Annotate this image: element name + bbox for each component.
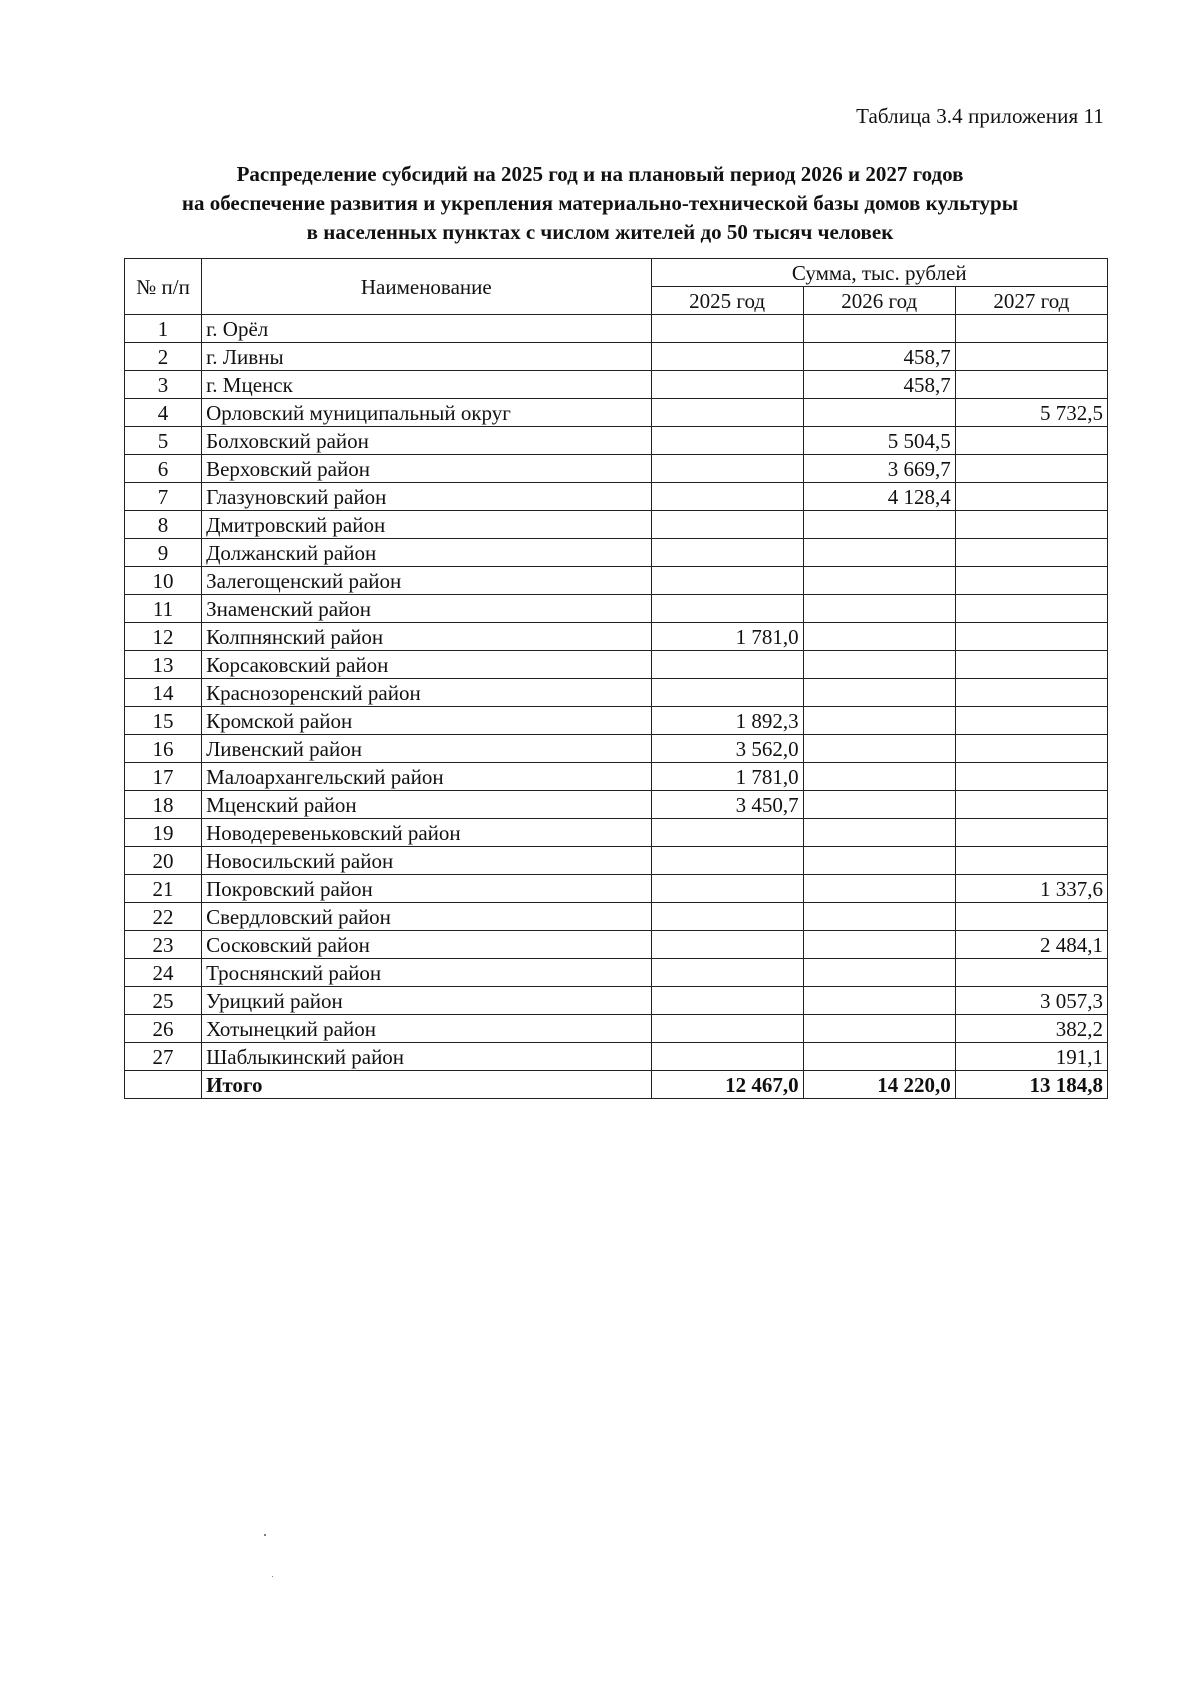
table-row bbox=[125, 819, 1108, 847]
row-name: Сосковский район bbox=[202, 931, 651, 959]
table-row bbox=[125, 455, 1108, 483]
table-row bbox=[125, 959, 1108, 987]
value-2026 bbox=[803, 315, 955, 343]
value-2025: 3 450,7 bbox=[651, 791, 803, 819]
table-row bbox=[125, 651, 1108, 679]
value-2025 bbox=[651, 847, 803, 875]
value-2026 bbox=[803, 791, 955, 819]
value-2025 bbox=[651, 987, 803, 1015]
row-number: 26 bbox=[125, 1015, 202, 1043]
value-2025 bbox=[651, 539, 803, 567]
value-2025 bbox=[651, 959, 803, 987]
table-row bbox=[125, 1015, 1108, 1043]
table-row bbox=[125, 903, 1108, 931]
row-number: 12 bbox=[125, 623, 202, 651]
value-2026 bbox=[803, 903, 955, 931]
row-number: 14 bbox=[125, 679, 202, 707]
table-row bbox=[125, 847, 1108, 875]
row-number: 7 bbox=[125, 483, 202, 511]
row-number: 21 bbox=[125, 875, 202, 903]
value-2026 bbox=[803, 847, 955, 875]
value-2027 bbox=[955, 511, 1107, 539]
value-2026 bbox=[803, 707, 955, 735]
value-2025 bbox=[651, 1015, 803, 1043]
table-row bbox=[125, 623, 1108, 651]
value-2026 bbox=[803, 679, 955, 707]
value-2027 bbox=[955, 595, 1107, 623]
title-line-1: Распределение субсидий на 2025 год и на плановый период 2026 и 2027 годов bbox=[236, 162, 964, 186]
value-2025 bbox=[651, 455, 803, 483]
table-row bbox=[125, 1043, 1108, 1071]
value-2026 bbox=[803, 875, 955, 903]
table-row bbox=[125, 399, 1108, 427]
value-2026: 5 504,5 bbox=[803, 427, 955, 455]
table-row bbox=[125, 483, 1108, 511]
header-number: № п/п bbox=[125, 259, 202, 315]
value-2025 bbox=[651, 315, 803, 343]
total-label: Итого bbox=[202, 1071, 651, 1099]
row-name: Болховский район bbox=[202, 427, 651, 455]
row-number: 25 bbox=[125, 987, 202, 1015]
value-2026 bbox=[803, 399, 955, 427]
value-2025 bbox=[651, 875, 803, 903]
value-2027 bbox=[955, 623, 1107, 651]
value-2025 bbox=[651, 427, 803, 455]
table-row bbox=[125, 371, 1108, 399]
value-2025 bbox=[651, 511, 803, 539]
row-name: Новосильский район bbox=[202, 847, 651, 875]
row-name: Новодеревеньковский район bbox=[202, 819, 651, 847]
value-2025: 3 562,0 bbox=[651, 735, 803, 763]
total-empty-cell bbox=[125, 1071, 202, 1099]
table-row bbox=[125, 875, 1108, 903]
value-2027 bbox=[955, 903, 1107, 931]
value-2025 bbox=[651, 483, 803, 511]
scan-speck bbox=[272, 1576, 273, 1577]
value-2025 bbox=[651, 679, 803, 707]
value-2027 bbox=[955, 651, 1107, 679]
total-row bbox=[125, 1071, 1108, 1099]
value-2027 bbox=[955, 679, 1107, 707]
value-2026 bbox=[803, 539, 955, 567]
row-number: 27 bbox=[125, 1043, 202, 1071]
row-name: Мценский район bbox=[202, 791, 651, 819]
value-2026 bbox=[803, 595, 955, 623]
row-name: г. Орёл bbox=[202, 315, 651, 343]
header-sum: Сумма, тыс. рублей bbox=[651, 259, 1108, 287]
row-number: 18 bbox=[125, 791, 202, 819]
row-name: Дмитровский район bbox=[202, 511, 651, 539]
value-2027 bbox=[955, 959, 1107, 987]
value-2027 bbox=[955, 483, 1107, 511]
row-name: Орловский муниципальный округ bbox=[202, 399, 651, 427]
row-name: Хотынецкий район bbox=[202, 1015, 651, 1043]
header-year-2025: 2025 год bbox=[651, 287, 803, 315]
value-2027: 1 337,6 bbox=[955, 875, 1107, 903]
value-2025 bbox=[651, 931, 803, 959]
value-2025: 1 781,0 bbox=[651, 763, 803, 791]
value-2025: 1 781,0 bbox=[651, 623, 803, 651]
row-number: 23 bbox=[125, 931, 202, 959]
value-2027 bbox=[955, 763, 1107, 791]
row-name: г. Мценск bbox=[202, 371, 651, 399]
value-2026: 4 128,4 bbox=[803, 483, 955, 511]
row-number: 3 bbox=[125, 371, 202, 399]
value-2026 bbox=[803, 735, 955, 763]
total-2025: 12 467,0 bbox=[651, 1071, 803, 1099]
row-number: 5 bbox=[125, 427, 202, 455]
value-2025: 1 892,3 bbox=[651, 707, 803, 735]
value-2025 bbox=[651, 1043, 803, 1071]
value-2026 bbox=[803, 931, 955, 959]
row-name: Урицкий район bbox=[202, 987, 651, 1015]
value-2027: 2 484,1 bbox=[955, 931, 1107, 959]
table-row bbox=[125, 763, 1108, 791]
row-number: 1 bbox=[125, 315, 202, 343]
value-2026 bbox=[803, 1015, 955, 1043]
table-row bbox=[125, 931, 1108, 959]
table-body bbox=[125, 315, 1108, 1099]
table-row bbox=[125, 315, 1108, 343]
value-2027: 5 732,5 bbox=[955, 399, 1107, 427]
row-name: Знаменский район bbox=[202, 595, 651, 623]
row-name: Шаблыкинский район bbox=[202, 1043, 651, 1071]
value-2026 bbox=[803, 763, 955, 791]
row-number: 15 bbox=[125, 707, 202, 735]
row-name: Корсаковский район bbox=[202, 651, 651, 679]
row-name: Троснянский район bbox=[202, 959, 651, 987]
value-2026: 3 669,7 bbox=[803, 455, 955, 483]
value-2025 bbox=[651, 903, 803, 931]
header-name: Наименование bbox=[202, 259, 651, 315]
value-2026 bbox=[803, 819, 955, 847]
value-2025 bbox=[651, 819, 803, 847]
row-name: Свердловский район bbox=[202, 903, 651, 931]
value-2027 bbox=[955, 791, 1107, 819]
row-number: 16 bbox=[125, 735, 202, 763]
value-2025 bbox=[651, 651, 803, 679]
value-2027: 191,1 bbox=[955, 1043, 1107, 1071]
value-2027: 3 057,3 bbox=[955, 987, 1107, 1015]
table-row bbox=[125, 679, 1108, 707]
table-row bbox=[125, 427, 1108, 455]
value-2027 bbox=[955, 427, 1107, 455]
row-number: 2 bbox=[125, 343, 202, 371]
value-2027 bbox=[955, 847, 1107, 875]
value-2025 bbox=[651, 595, 803, 623]
table-row bbox=[125, 735, 1108, 763]
row-name: Малоархангельский район bbox=[202, 763, 651, 791]
row-name: Покровский район bbox=[202, 875, 651, 903]
row-name: Ливенский район bbox=[202, 735, 651, 763]
row-number: 20 bbox=[125, 847, 202, 875]
value-2026 bbox=[803, 959, 955, 987]
row-number: 8 bbox=[125, 511, 202, 539]
value-2027 bbox=[955, 455, 1107, 483]
value-2027 bbox=[955, 819, 1107, 847]
row-name: Залегощенский район bbox=[202, 567, 651, 595]
value-2026 bbox=[803, 1043, 955, 1071]
scan-speck bbox=[264, 1534, 266, 1536]
document-title bbox=[100, 160, 1100, 247]
table-row bbox=[125, 511, 1108, 539]
value-2026 bbox=[803, 651, 955, 679]
value-2027 bbox=[955, 371, 1107, 399]
value-2027 bbox=[955, 343, 1107, 371]
row-name: Глазуновский район bbox=[202, 483, 651, 511]
row-name: Кромской район bbox=[202, 707, 651, 735]
row-number: 17 bbox=[125, 763, 202, 791]
subsidy-table bbox=[124, 258, 1108, 1099]
row-number: 19 bbox=[125, 819, 202, 847]
value-2027 bbox=[955, 567, 1107, 595]
title-line-3: в населенных пунктах с числом жителей до 50 тысяч человек bbox=[306, 220, 894, 244]
value-2025 bbox=[651, 343, 803, 371]
table-row bbox=[125, 791, 1108, 819]
row-number: 22 bbox=[125, 903, 202, 931]
total-2027: 13 184,8 bbox=[955, 1071, 1107, 1099]
table-reference: Таблица 3.4 приложения 11 bbox=[856, 104, 1104, 128]
table-row bbox=[125, 987, 1108, 1015]
table-row bbox=[125, 567, 1108, 595]
row-number: 24 bbox=[125, 959, 202, 987]
row-number: 4 bbox=[125, 399, 202, 427]
value-2026: 458,7 bbox=[803, 343, 955, 371]
row-number: 10 bbox=[125, 567, 202, 595]
value-2025 bbox=[651, 399, 803, 427]
row-number: 11 bbox=[125, 595, 202, 623]
header-year-2027: 2027 год bbox=[955, 287, 1107, 315]
value-2027 bbox=[955, 315, 1107, 343]
value-2026 bbox=[803, 987, 955, 1015]
value-2026 bbox=[803, 511, 955, 539]
value-2026: 458,7 bbox=[803, 371, 955, 399]
value-2025 bbox=[651, 567, 803, 595]
table-row bbox=[125, 707, 1108, 735]
table-row bbox=[125, 343, 1108, 371]
row-name: Колпнянский район bbox=[202, 623, 651, 651]
table-row bbox=[125, 539, 1108, 567]
total-2026: 14 220,0 bbox=[803, 1071, 955, 1099]
title-line-2: на обеспечение развития и укрепления материально-технической базы домов культуры bbox=[181, 191, 1019, 215]
value-2027: 382,2 bbox=[955, 1015, 1107, 1043]
value-2026 bbox=[803, 567, 955, 595]
value-2025 bbox=[651, 371, 803, 399]
row-number: 6 bbox=[125, 455, 202, 483]
row-number: 9 bbox=[125, 539, 202, 567]
value-2027 bbox=[955, 539, 1107, 567]
value-2027 bbox=[955, 707, 1107, 735]
row-number: 13 bbox=[125, 651, 202, 679]
row-name: Должанский район bbox=[202, 539, 651, 567]
row-name: г. Ливны bbox=[202, 343, 651, 371]
value-2026 bbox=[803, 623, 955, 651]
row-name: Верховский район bbox=[202, 455, 651, 483]
value-2027 bbox=[955, 735, 1107, 763]
header-year-2026: 2026 год bbox=[803, 287, 955, 315]
table-row bbox=[125, 595, 1108, 623]
row-name: Краснозоренский район bbox=[202, 679, 651, 707]
